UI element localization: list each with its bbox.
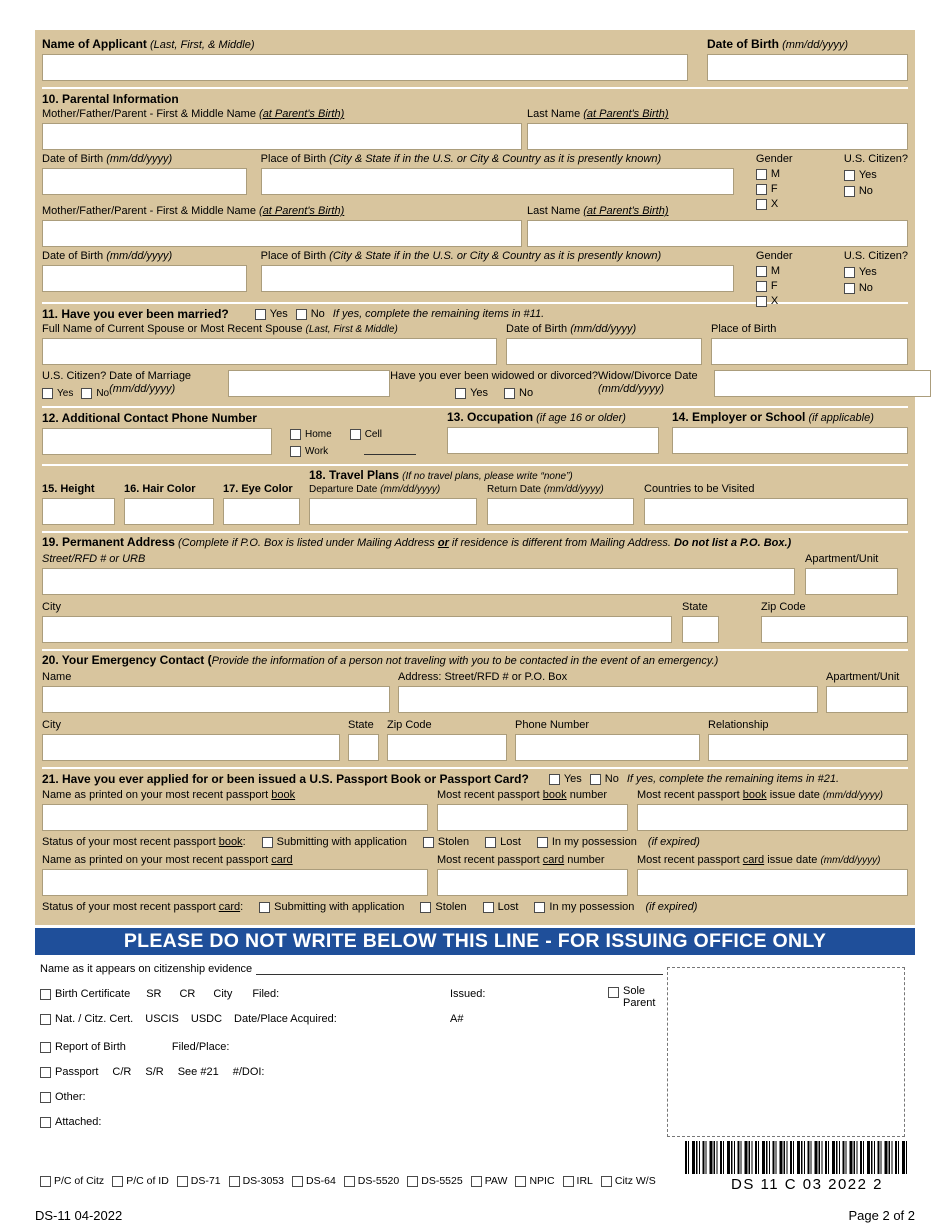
- passport-evidence-checkbox[interactable]: [40, 1067, 51, 1078]
- married-if-yes-note: If yes, complete the remaining items in #11.: [332, 308, 545, 320]
- emergency-city-input[interactable]: [42, 734, 340, 761]
- section-20-emergency-contact: [42, 649, 908, 767]
- marriage-date-group: [109, 370, 390, 397]
- section-12-contact-phone: [42, 411, 434, 458]
- parent2-details-row: [42, 250, 909, 307]
- parent2-pob-label: Place of Birth (City & State if in the U.S. or City & Country as it is presently known): [260, 250, 662, 262]
- parent1-citizen-no-checkbox[interactable]: [844, 186, 855, 197]
- zip-label: Zip Code: [761, 601, 806, 613]
- emergency-address-label: Address: Street/RFD # or P.O. Box: [398, 671, 568, 683]
- other-label: Other:: [55, 1091, 86, 1103]
- book-status-possession-checkbox[interactable]: [537, 837, 548, 848]
- apartment-input[interactable]: [805, 568, 898, 595]
- parent1-dob-label: Date of Birth (mm/dd/yyyy): [42, 153, 173, 165]
- issued-label: Issued:: [450, 988, 486, 1000]
- barcode-text: DS 11 C 03 2022 2: [731, 1176, 883, 1193]
- section-16-hair-label: 16. Hair Color: [124, 483, 196, 495]
- applicant-dob-input[interactable]: [707, 54, 908, 81]
- phone-cell-write-line: [364, 444, 416, 455]
- parent1-last-name-input[interactable]: [527, 123, 908, 150]
- apartment-label: Apartment/Unit: [805, 553, 879, 565]
- married-question-row: 11. Have you ever been married? Yes No If yes, complete the remaining items in #11.: [42, 307, 545, 321]
- report-of-birth-label: Report of Birth: [55, 1041, 126, 1053]
- book-number-input[interactable]: [437, 804, 628, 831]
- section-15-height-label: 15. Height: [42, 483, 95, 495]
- parent2-gender-label: Gender: [755, 250, 793, 262]
- parent1-citizen-yes-checkbox[interactable]: [844, 170, 855, 181]
- spouse-pob-label: Place of Birth: [711, 323, 777, 335]
- state-input[interactable]: [682, 616, 719, 643]
- evidence-name-row: [40, 963, 663, 975]
- section-14-employer-label: 14. Employer or School (if applicable): [672, 410, 874, 424]
- spouse-name-input[interactable]: [42, 338, 497, 365]
- parent1-name-row: [42, 108, 908, 150]
- emergency-phone-label: Phone Number: [515, 719, 589, 731]
- parent1-first-middle-name-input[interactable]: [42, 123, 522, 150]
- card-status-row: Status of your most recent passport card: Submitting with application Stolen Lost In my possession (if expired): [42, 901, 698, 913]
- spouse-row: [42, 323, 908, 365]
- section-15-18: [42, 464, 908, 531]
- office-doc-checkbox-npic[interactable]: [515, 1176, 526, 1187]
- section-20-title: 20. Your Emergency Contact (Provide the information of a person not traveling with you to be contacted in the event of an emergency.): [42, 653, 719, 667]
- parent1-gender-f-checkbox[interactable]: [756, 184, 767, 195]
- book-issue-date-label: Most recent passport book issue date (mm/dd/yyyy): [637, 789, 883, 801]
- attached-label: Attached:: [55, 1116, 102, 1128]
- emergency-name-input[interactable]: [42, 686, 390, 713]
- card-status-stolen-checkbox[interactable]: [420, 902, 431, 913]
- card-issue-date-input[interactable]: [637, 869, 908, 896]
- widowed-question-group: Have you ever been widowed or divorced? Yes No: [390, 370, 599, 399]
- applicant-name-input[interactable]: [42, 54, 688, 81]
- applicant-dob-label: Date of Birth (mm/dd/yyyy): [707, 37, 849, 51]
- office-doc-checkbox-pc-of-id[interactable]: [112, 1176, 123, 1187]
- attached-row: [40, 1116, 101, 1128]
- height-input[interactable]: [42, 498, 115, 525]
- book-row: [42, 789, 908, 831]
- book-issue-date-input[interactable]: [637, 804, 908, 831]
- photo-staple-area: [667, 967, 905, 1137]
- married-yes-checkbox[interactable]: [255, 309, 266, 320]
- phone-cell-checkbox[interactable]: [350, 429, 361, 440]
- page-number: Page 2 of 2: [848, 1208, 915, 1223]
- parent2-citizen-label: U.S. Citizen?: [843, 250, 909, 262]
- book-name-input[interactable]: [42, 804, 428, 831]
- applicant-name-label: Name of Applicant (Last, First, & Middle): [42, 37, 255, 51]
- office-doc-checkbox-citz-ws[interactable]: [601, 1176, 612, 1187]
- book-status-row: Status of your most recent passport book: Submitting with application Stolen Lost In my possession (if expired): [42, 836, 700, 848]
- section-13-occupation-label: 13. Occupation (if age 16 or older): [447, 410, 626, 424]
- card-status-submitting-checkbox[interactable]: [259, 902, 270, 913]
- ds11-page-2: [35, 30, 915, 1223]
- widow-date-group: [598, 370, 931, 397]
- parent2-gender-f-checkbox[interactable]: [756, 281, 767, 292]
- a-number-label: A#: [450, 1013, 464, 1025]
- book-status-submitting-checkbox[interactable]: [262, 837, 273, 848]
- birth-certificate-checkbox[interactable]: [40, 989, 51, 1000]
- office-doc-checkbox-irl[interactable]: [563, 1176, 574, 1187]
- phone-work-checkbox[interactable]: [290, 446, 301, 457]
- departure-date-input[interactable]: [309, 498, 477, 525]
- phone-type-home-work: Home Work: [290, 428, 332, 458]
- parent1-gender-m-checkbox[interactable]: [756, 169, 767, 180]
- sole-parent-checkbox[interactable]: [608, 987, 619, 998]
- parent2-gender-group: Gender M F X: [748, 250, 818, 308]
- street-input[interactable]: [42, 568, 795, 595]
- application-form: [35, 30, 915, 925]
- office-doc-checkbox-ds-71[interactable]: [177, 1176, 188, 1187]
- evidence-name-line: [256, 963, 663, 975]
- parent2-dob-input[interactable]: [42, 265, 247, 292]
- issuing-office-banner-text: PLEASE DO NOT WRITE BELOW THIS LINE - FOR ISSUING OFFICE ONLY: [123, 930, 827, 952]
- office-doc-checkbox-ds-5525[interactable]: [407, 1176, 418, 1187]
- parent2-citizen-no-checkbox[interactable]: [844, 283, 855, 294]
- parent1-details-row: [42, 153, 909, 210]
- issuing-office-banner: [35, 928, 915, 955]
- state-label: State: [682, 601, 708, 613]
- card-status-possession-checkbox[interactable]: [534, 902, 545, 913]
- form-number: DS-11 04-2022: [35, 1208, 123, 1223]
- section-11-title: 11. Have you ever been married?: [42, 307, 229, 321]
- occupation-input[interactable]: [447, 427, 659, 454]
- spouse-dob-input[interactable]: [506, 338, 702, 365]
- book-status-label: Status of your most recent passport book:: [42, 836, 246, 848]
- office-documents-row: P/C of Citz P/C of ID DS-71 DS-3053 DS-64 DS-5520 DS-5525 PAW NPIC IRL Citz W/S: [40, 1175, 656, 1187]
- parent2-last-name-input[interactable]: [527, 220, 908, 247]
- emergency-name-label: Name: [42, 671, 72, 683]
- additional-phone-input[interactable]: [42, 428, 272, 455]
- zip-input[interactable]: [761, 616, 908, 643]
- city-label: City: [42, 601, 61, 613]
- city-input[interactable]: [42, 616, 672, 643]
- card-status-lost-checkbox[interactable]: [483, 902, 494, 913]
- section-19-title: 19. Permanent Address (Complete if P.O. Box is listed under Mailing Address or if residence is different from Mailing Address. Do not list a P.O. Box.): [42, 535, 792, 549]
- sole-parent-label: Sole Parent: [623, 985, 656, 1009]
- countries-input[interactable]: [644, 498, 908, 525]
- emergency-state-input[interactable]: [348, 734, 379, 761]
- parent1-pob-label: Place of Birth (City & State if in the U.S. or City & Country as it is presently known): [260, 153, 662, 165]
- return-date-label: Return Date (mm/dd/yyyy): [487, 484, 604, 495]
- card-number-label: Most recent passport card number: [437, 854, 605, 866]
- office-doc-checkbox-paw[interactable]: [471, 1176, 482, 1187]
- parent2-pob-input[interactable]: [261, 265, 734, 292]
- applied-yes-checkbox[interactable]: [549, 774, 560, 785]
- book-status-stolen-checkbox[interactable]: [423, 837, 434, 848]
- birth-certificate-label: Birth Certificate: [55, 988, 131, 1000]
- emergency-relationship-label: Relationship: [708, 719, 769, 731]
- applied-question-row: 21. Have you ever applied for or been issued a U.S. Passport Book or Passport Card? Yes No If yes, complete the remaining items in #21.: [42, 772, 840, 786]
- parent1-name-label: Mother/Father/Parent - First & Middle Name (at Parent's Birth): [42, 108, 345, 120]
- nat-citz-row: Nat. / Citz. Cert. USCIS USDC Date/Place Acquired:: [40, 1013, 337, 1025]
- section-21-previous-passport: [42, 767, 908, 920]
- parent2-citizen-group: U.S. Citizen? Yes No: [843, 250, 909, 294]
- spouse-citizen-group: U.S. Citizen? Yes No: [42, 370, 110, 399]
- eye-color-input[interactable]: [223, 498, 300, 525]
- sole-parent-group: [608, 985, 655, 1009]
- hair-color-input[interactable]: [124, 498, 214, 525]
- section-12-13-14: [42, 406, 908, 464]
- spouse-citizen-no-checkbox[interactable]: [81, 388, 92, 399]
- departure-date-label: Departure Date (mm/dd/yyyy): [309, 484, 441, 495]
- widowed-no-checkbox[interactable]: [504, 388, 515, 399]
- marriage-details-row: [42, 370, 908, 400]
- phone-home-checkbox[interactable]: [290, 429, 301, 440]
- emergency-state-label: State: [348, 719, 374, 731]
- parent2-citizen-yes-checkbox[interactable]: [844, 267, 855, 278]
- other-row: [40, 1091, 86, 1103]
- emergency-zip-input[interactable]: [387, 734, 507, 761]
- parent2-dob-label: Date of Birth (mm/dd/yyyy): [42, 250, 173, 262]
- countries-label: Countries to be Visited: [644, 483, 755, 495]
- spouse-pob-input[interactable]: [711, 338, 908, 365]
- other-checkbox[interactable]: [40, 1092, 51, 1103]
- spouse-name-label: Full Name of Current Spouse or Most Recent Spouse (Last, First & Middle): [42, 323, 398, 335]
- birth-certificate-row: Birth Certificate SR CR City Filed:: [40, 988, 279, 1000]
- book-number-label: Most recent passport book number: [437, 789, 607, 801]
- emergency-city-label: City: [42, 719, 61, 731]
- widow-date-input[interactable]: [714, 370, 931, 397]
- card-number-input[interactable]: [437, 869, 628, 896]
- phone-type-cell: Cell: [350, 428, 416, 455]
- emergency-phone-input[interactable]: [515, 734, 700, 761]
- barcode: [685, 1141, 907, 1174]
- parent1-citizen-label: U.S. Citizen?: [843, 153, 909, 165]
- widow-date-label: Widow/Divorce Date (mm/dd/yyyy): [598, 370, 698, 395]
- emergency-relationship-input[interactable]: [708, 734, 908, 761]
- section-18-title: 18. Travel Plans (If no travel plans, please write “none”): [309, 468, 573, 482]
- emergency-zip-label: Zip Code: [387, 719, 432, 731]
- page-footer: [35, 1208, 915, 1223]
- section-applicant: [42, 35, 908, 87]
- spouse-dob-label: Date of Birth (mm/dd/yyyy): [506, 323, 637, 335]
- employer-input[interactable]: [672, 427, 908, 454]
- section-10-title: 10. Parental Information: [42, 92, 179, 106]
- spouse-citizen-yes-checkbox[interactable]: [42, 388, 53, 399]
- office-doc-checkbox-ds-64[interactable]: [292, 1176, 303, 1187]
- section-18-travel-plans: [309, 469, 908, 525]
- office-doc-checkbox-ds-3053[interactable]: [229, 1176, 240, 1187]
- emergency-address-input[interactable]: [398, 686, 818, 713]
- nat-citz-label: Nat. / Citz. Cert.: [55, 1013, 134, 1025]
- section-11-marriage: [42, 302, 908, 406]
- parent1-lastname-label: Last Name (at Parent's Birth): [527, 108, 669, 120]
- evidence-name-label: Name as it appears on citizenship evidence: [40, 963, 253, 975]
- parent1-gender-label: Gender: [755, 153, 793, 165]
- section-21-title: 21. Have you ever applied for or been issued a U.S. Passport Book or Passport Card?: [42, 772, 529, 786]
- spouse-citizen-label: U.S. Citizen?: [42, 370, 107, 382]
- section-19-permanent-address: [42, 531, 908, 649]
- passport-evidence-row: Passport C/R S/R See #21 #/DOI:: [40, 1066, 265, 1078]
- card-issue-date-label: Most recent passport card issue date (mm/dd/yyyy): [637, 854, 881, 866]
- married-no-checkbox[interactable]: [296, 309, 307, 320]
- parent2-first-middle-name-input[interactable]: [42, 220, 522, 247]
- marriage-date-input[interactable]: [228, 370, 390, 397]
- parent1-pob-input[interactable]: [261, 168, 734, 195]
- applied-if-yes-note: If yes, complete the remaining items in #21.: [626, 773, 840, 785]
- return-date-input[interactable]: [487, 498, 634, 525]
- card-name-label: Name as printed on your most recent passport card: [42, 854, 293, 866]
- street-label: Street/RFD # or URB: [42, 553, 146, 565]
- parent1-citizen-group: U.S. Citizen? Yes No: [843, 153, 909, 197]
- issuing-office-section: [35, 955, 915, 1203]
- office-doc-checkbox-pc-of-citz[interactable]: [40, 1176, 51, 1187]
- report-of-birth-row: Report of Birth Filed/Place:: [40, 1041, 229, 1053]
- section-17-eye-label: 17. Eye Color: [223, 483, 293, 495]
- section-12-title: 12. Additional Contact Phone Number: [42, 411, 257, 425]
- parent2-name-row: [42, 205, 908, 247]
- widowed-question-label: Have you ever been widowed or divorced?: [390, 370, 599, 382]
- parent1-gender-group: Gender M F X: [748, 153, 818, 211]
- parent2-lastname-label: Last Name (at Parent's Birth): [527, 205, 669, 217]
- card-row: [42, 854, 908, 896]
- parent2-gender-m-checkbox[interactable]: [756, 266, 767, 277]
- section-10-parental-information: [42, 87, 909, 307]
- passport-evidence-label: Passport: [55, 1066, 99, 1078]
- widowed-yes-checkbox[interactable]: [455, 388, 466, 399]
- card-status-label: Status of your most recent passport card:: [42, 901, 244, 913]
- book-status-lost-checkbox[interactable]: [485, 837, 496, 848]
- marriage-date-label: Date of Marriage (mm/dd/yyyy): [109, 370, 192, 395]
- card-name-input[interactable]: [42, 869, 428, 896]
- applied-no-checkbox[interactable]: [590, 774, 601, 785]
- parent2-gender-x-checkbox[interactable]: [756, 296, 767, 307]
- emergency-apartment-input[interactable]: [826, 686, 908, 713]
- parent2-name-label: Mother/Father/Parent - First & Middle Name (at Parent's Birth): [42, 205, 345, 217]
- report-of-birth-checkbox[interactable]: [40, 1042, 51, 1053]
- parent1-dob-input[interactable]: [42, 168, 247, 195]
- nat-citz-checkbox[interactable]: [40, 1014, 51, 1025]
- book-name-label: Name as printed on your most recent passport book: [42, 789, 296, 801]
- emergency-apartment-label: Apartment/Unit: [826, 671, 900, 683]
- attached-checkbox[interactable]: [40, 1117, 51, 1128]
- office-doc-checkbox-ds-5520[interactable]: [344, 1176, 355, 1187]
